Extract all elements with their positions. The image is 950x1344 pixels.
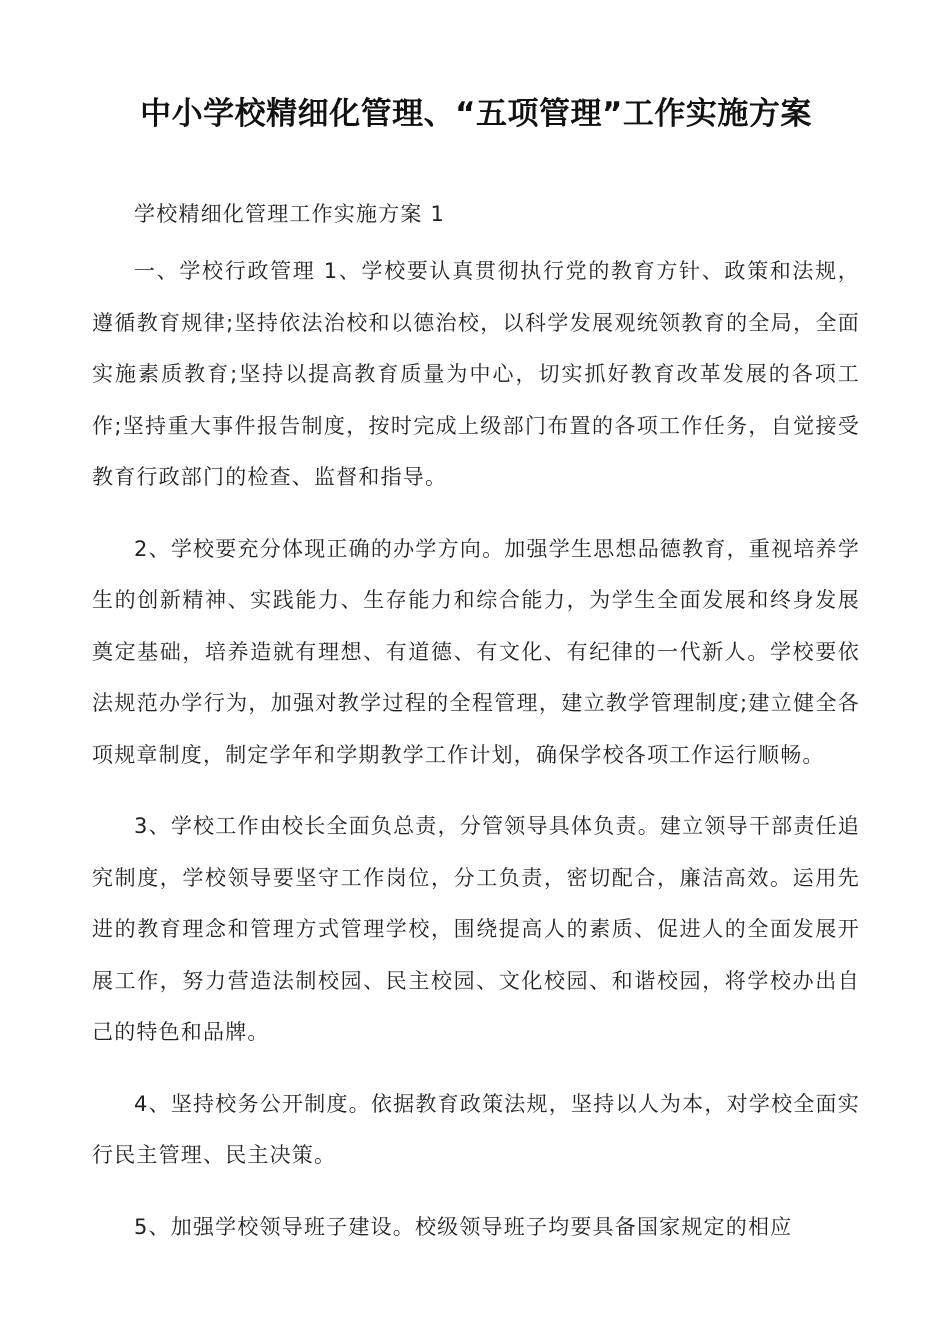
- paragraph-2: 2、学校要充分体现正确的办学方向。加强学生思想品德教育，重视培养学生的创新精神、实践能力、生存能力和综合能力，为学生全面发展和终身发展奠定基础，培养造就有理想、有道德、有文化、有纪律的一代新人。学校要依法规范办学行为，加强对教学过程的全程管理，建立教学管理制度;建立健全各项规章制度，制定学年和学期教学工作计划，确保学校各项工作运行顺畅。: [92, 536, 860, 767]
- paragraph-1: 一、学校行政管理 1、学校要认真贯彻执行党的教育方针、政策和法规，遵循教育规律;坚持依法治校和以德治校，以科学发展观统领教育的全局，全面实施素质教育;坚持以提高教育质量为中心，切实抓好教育改革发展的各项工作;坚持重大事件报告制度，按时完成上级部门布置的各项工作任务，自觉接受教育行政部门的检查、监督和指导。: [92, 259, 860, 489]
- section-subtitle: 学校精细化管理工作实施方案 1: [134, 202, 446, 226]
- paragraph-3: 3、学校工作由校长全面负总责，分管领导具体负责。建立领导干部责任追究制度，学校领导要坚守工作岗位，分工负责，密切配合，廉洁高效。运用先进的教育理念和管理方式管理学校，围绕提高人的素质、促进人的全面发展开展工作，努力营造法制校园、民主校园、文化校园、和谐校园，将学校办出自己的特色和品牌。: [92, 814, 860, 1044]
- paragraph-4: 4、坚持校务公开制度。依据教育政策法规，坚持以人为本，对学校全面实行民主管理、民主决策。: [92, 1091, 860, 1167]
- paragraph-5: 5、加强学校领导班子建设。校级领导班子均要具备国家规定的相应: [134, 1214, 793, 1239]
- document-title: 中小学校精细化管理、“五项管理”工作实施方案: [140, 96, 812, 132]
